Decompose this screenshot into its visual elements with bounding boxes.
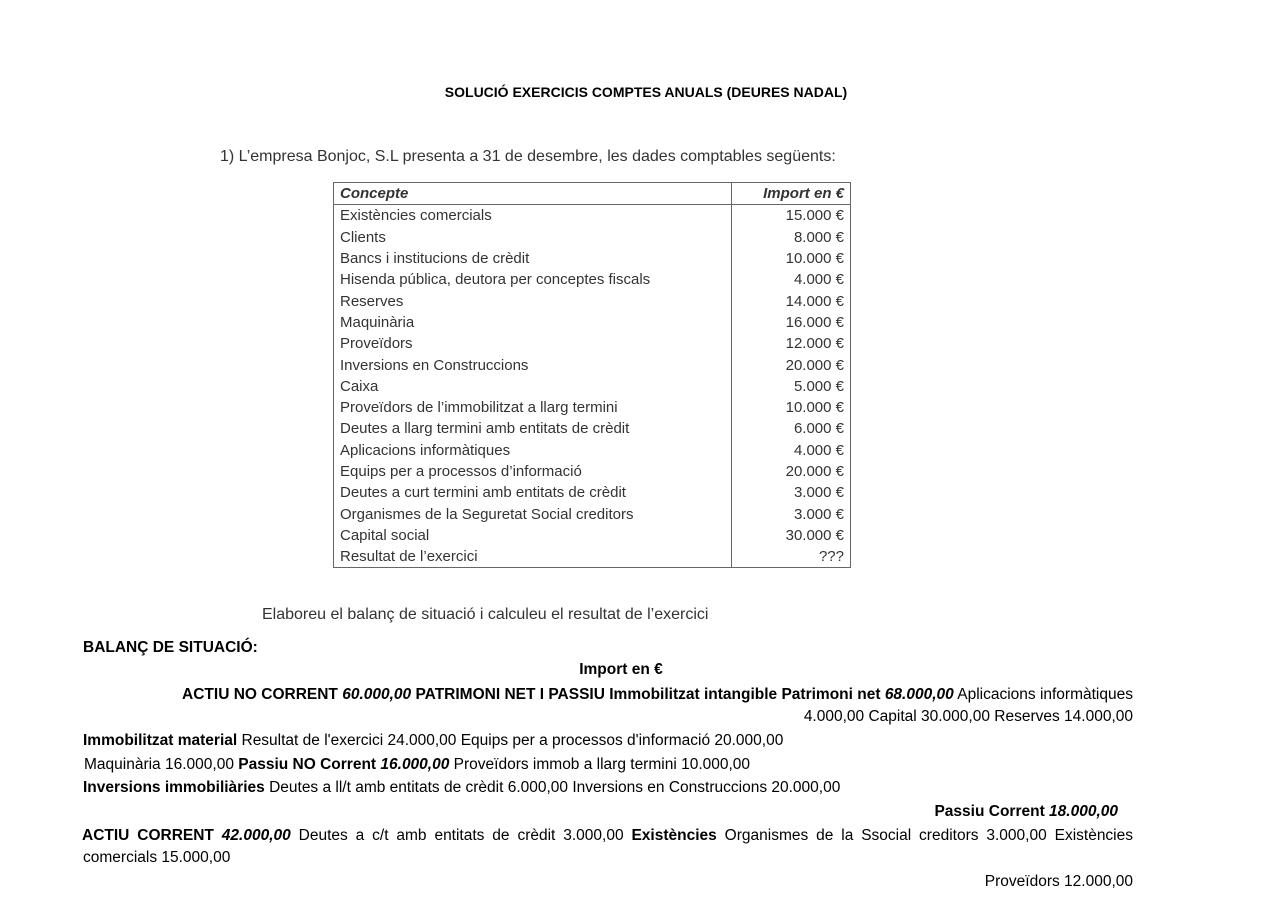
concept-cell: Inversions en Construccions — [334, 354, 732, 375]
amount-cell: 14.000 € — [785, 292, 844, 310]
balance-line-3-text: Resultat de l'exercici 24.000,00 Equips per a processos d'informació 20.000,00 — [237, 732, 784, 749]
table-row — [334, 227, 851, 248]
concept-cell: Equips per a processos d’informació — [334, 461, 732, 482]
import-label: Import en € — [579, 661, 663, 678]
amount-cell: 3.000 € — [793, 505, 844, 523]
concept-cell: Resultat de l’exercici — [334, 546, 732, 568]
amount-cell: 5.000 € — [793, 377, 844, 395]
table-row — [334, 503, 851, 524]
balance-line-5-text: Deutes a ll/t amb entitats de crèdit 6.000,00 Inversions en Construccions 20.000,00 — [264, 779, 841, 796]
passiu-corrent-label: Passiu Corrent — [934, 803, 1050, 820]
amount-cell: 4.000 € — [793, 441, 844, 459]
table-row — [334, 376, 851, 397]
concept-cell: Reserves — [334, 290, 732, 311]
concept-cell: Capital social — [334, 525, 732, 546]
actiu-corrent-label: ACTIU CORRENT — [82, 827, 222, 844]
concept-cell: Deutes a llarg termini amb entitats de crèdit — [334, 418, 732, 439]
balance-line-9: Proveïdors 12.000,00 — [984, 873, 1133, 890]
balance-heading: BALANÇ DE SITUACIÓ: — [83, 639, 258, 656]
table-row — [334, 418, 851, 439]
balance-line-2: 4.000,00 Capital 30.000,00 Reserves 14.000,00 — [803, 708, 1133, 725]
exercise-intro: 1) L’empresa Bonjoc, S.L presenta a 31 de desembre, les dades comptables següents: — [220, 148, 836, 165]
amount-cell: 20.000 € — [785, 463, 844, 480]
exercise-instruction: Elaboreu el balanç de situació i calculeu el resultat de l’exercici — [262, 606, 709, 623]
amount-cell: 30.000 € — [785, 526, 844, 544]
table-row — [334, 205, 851, 227]
passiu-no-corrent-total: 16.000,00 — [380, 756, 450, 773]
concept-cell: Deutes a curt termini amb entitats de crèdit — [334, 482, 732, 503]
existencies-label: Existències — [631, 827, 717, 844]
table-row — [334, 525, 851, 546]
accounting-data-table — [333, 182, 851, 568]
amount-cell: 6.000 € — [793, 420, 844, 438]
actiu-corrent-total: 42.000,00 — [221, 827, 291, 844]
amount-cell: 10.000 € — [785, 250, 844, 268]
actiu-no-corrent-total: 60.000,00 — [342, 686, 412, 703]
concept-cell: Organismes de la Seguretat Social creditors — [334, 503, 732, 524]
column-header-concept: Concepte — [334, 183, 732, 205]
concept-cell: Hisenda pública, deutora per conceptes fiscals — [334, 269, 732, 290]
balance-line-6 — [0, 801, 1118, 823]
table-row — [334, 333, 851, 354]
balance-line-3 — [83, 730, 783, 752]
balance-line-7 — [82, 825, 1133, 847]
table-row — [334, 312, 851, 333]
table-header-row — [334, 183, 851, 205]
concept-cell: Clients — [334, 227, 732, 248]
concept-cell: Maquinària — [334, 312, 732, 333]
balance-line-7-rest: Organismes de la Ssocial creditors 3.000,00 Existències — [716, 827, 1133, 844]
inversions-immobiliaries-label: Inversions immobiliàries — [83, 779, 265, 796]
patrimoni-passiu-label: PATRIMONI NET I PASSIU Immobilitzat intangible Patrimoni net — [411, 686, 885, 703]
balance-line-5 — [83, 777, 840, 799]
table-row — [334, 546, 851, 568]
balance-line-4 — [84, 754, 750, 776]
actiu-no-corrent-label: ACTIU NO CORRENT — [182, 686, 343, 703]
table-row — [334, 269, 851, 290]
amount-cell: 15.000 € — [785, 207, 844, 225]
amount-cell: 8.000 € — [793, 228, 844, 246]
table-row — [334, 397, 851, 418]
concept-cell: Existències comercials — [334, 205, 732, 227]
maquinaria-text: Maquinària 16.000,00 — [84, 756, 239, 773]
balance-line-1 — [0, 684, 1133, 706]
passiu-corrent-total: 18.000,00 — [1049, 803, 1118, 820]
concept-cell: Proveïdors de l’immobilitzat a llarg termini — [334, 397, 732, 418]
column-header-amount: Import en € — [732, 183, 851, 205]
table-row — [334, 482, 851, 503]
patrimoni-net-total: 68.000,00 — [884, 686, 954, 703]
table-row — [334, 354, 851, 375]
passiu-no-corrent-label: Passiu NO Corrent — [238, 756, 381, 773]
table-row — [334, 248, 851, 269]
amount-cell: 3.000 € — [793, 484, 844, 502]
amount-cell: ??? — [818, 548, 844, 566]
balance-line-7-text: Deutes a c/t amb entitats de crèdit 3.000,00 — [290, 827, 632, 844]
aplicacions-label: Aplicacions informàtiques — [953, 686, 1133, 703]
balance-line-4-text: Proveïdors immob a llarg termini 10.000,00 — [449, 756, 751, 773]
amount-cell: 12.000 € — [785, 335, 844, 353]
balance-line-8: comercials 15.000,00 — [83, 849, 231, 866]
amount-cell: 16.000 € — [785, 313, 844, 331]
concept-cell: Bancs i institucions de crèdit — [334, 248, 732, 269]
concept-cell: Aplicacions informàtiques — [334, 440, 732, 461]
amount-cell: 20.000 € — [785, 356, 844, 374]
concept-cell: Caixa — [334, 376, 732, 397]
amount-cell: 10.000 € — [785, 399, 844, 417]
immobilitzat-material-label: Immobilitzat material — [83, 732, 238, 749]
table-row — [334, 440, 851, 461]
concept-cell: Proveïdors — [334, 333, 732, 354]
document-title: SOLUCIÓ EXERCICIS COMPTES ANUALS (DEURES NADAL) — [444, 84, 848, 100]
amount-cell: 4.000 € — [793, 271, 844, 289]
table-row — [334, 461, 851, 482]
table-row — [334, 290, 851, 311]
